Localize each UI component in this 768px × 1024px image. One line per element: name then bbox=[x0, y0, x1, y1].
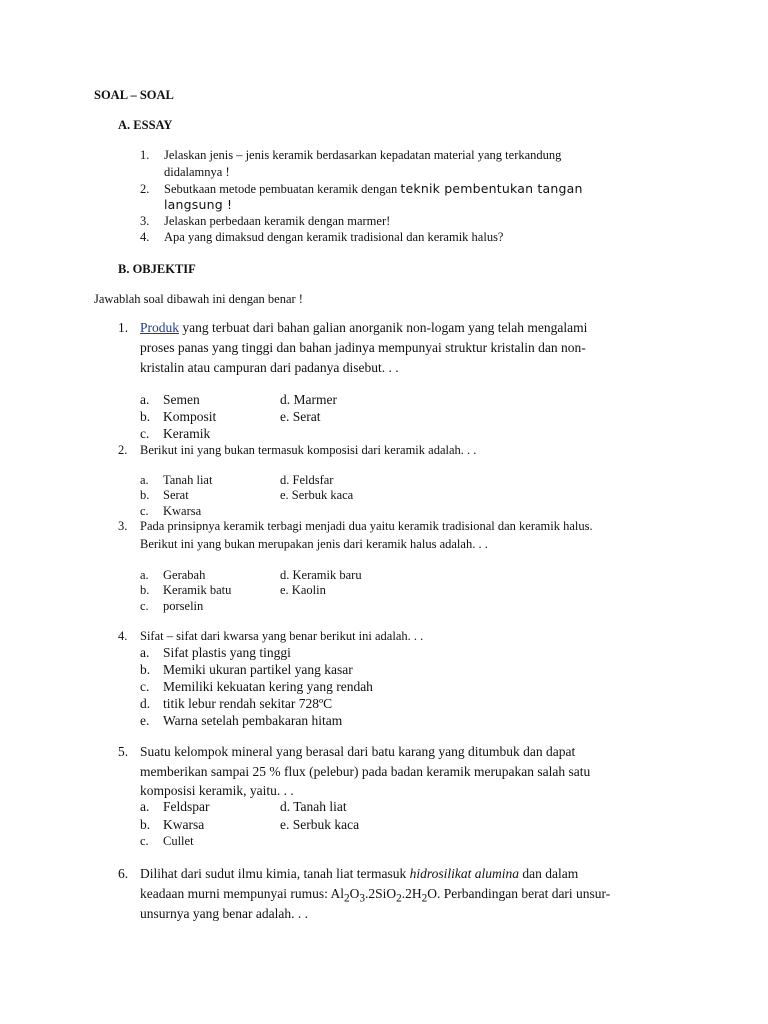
obj-q6-sub-h: 2 bbox=[421, 892, 428, 905]
obj-q6-line2 bbox=[140, 886, 610, 905]
obj-q6-mid: .2SiO bbox=[364, 886, 397, 901]
obj-q3-opt-a: Gerabah bbox=[163, 568, 206, 582]
obj-q6-line2-end: O. Perbandingan berat dari unsur- bbox=[427, 886, 611, 901]
obj-q4-opt-b: Memiki ukuran partikel yang kasar bbox=[163, 662, 353, 677]
essay-q2-line2: langsung ! bbox=[164, 197, 233, 212]
obj-q2-opt-c: Kwarsa bbox=[163, 504, 202, 518]
obj-q1-line3: kristalin atau campuran dari padanya disebut. . . bbox=[140, 360, 399, 375]
obj-q1-letter-b: b. bbox=[140, 409, 151, 424]
obj-q6-o: O bbox=[349, 886, 360, 901]
obj-q3-opt-c: porselin bbox=[163, 599, 204, 613]
obj-q2-text: Berikut ini yang bukan termasuk komposisi dari keramik adalah. . . bbox=[140, 443, 477, 457]
objektif-instruction: Jawablah soal dibawah ini dengan benar ! bbox=[94, 292, 303, 306]
obj-q1-opt-c: Keramik bbox=[163, 426, 211, 441]
essay-q4-text: Apa yang dimaksud dengan keramik tradisional dan keramik halus? bbox=[164, 230, 504, 244]
obj-q5-opt-d: d. Tanah liat bbox=[280, 799, 347, 814]
obj-q3-opt-d: d. Keramik baru bbox=[280, 568, 362, 582]
obj-q2-opt-a: Tanah liat bbox=[163, 473, 213, 487]
essay-q4-num: 4. bbox=[140, 230, 150, 244]
obj-q5-opt-a: Feldspar bbox=[163, 799, 210, 814]
obj-q1-opt-d: d. Marmer bbox=[280, 392, 337, 407]
essay-q1-line1: Jelaskan jenis – jenis keramik berdasarkan kepadatan material yang terkandung bbox=[164, 148, 562, 162]
obj-q5-opt-c: Cullet bbox=[163, 834, 194, 848]
obj-q2-letter-c: c. bbox=[140, 504, 149, 518]
obj-q6-sub-sio: 2 bbox=[396, 892, 402, 905]
objektif-title: B. OBJEKTIF bbox=[118, 262, 196, 276]
obj-q1-line2: proses panas yang tinggi dan bahan jadinya mempunyai struktur kristalin dan non- bbox=[140, 340, 586, 355]
obj-q3-opt-b: Keramik batu bbox=[163, 583, 232, 597]
produk-link[interactable]: Produk bbox=[140, 320, 180, 335]
obj-q5-line2: memberikan sampai 25 % flux (pelebur) pada badan keramik merupakan salah satu bbox=[140, 764, 591, 779]
obj-q2-opt-e: e. Serbuk kaca bbox=[280, 488, 354, 502]
obj-q3-opt-e: e. Kaolin bbox=[280, 583, 326, 597]
obj-q1-line1 bbox=[140, 320, 587, 336]
obj-q3-line1: Pada prinsipnya keramik terbagi menjadi dua yaitu keramik tradisional dan keramik halus. bbox=[140, 519, 593, 533]
obj-q2-opt-b: Serat bbox=[163, 488, 189, 502]
obj-q5-line3: komposisi keramik, yaitu. . . bbox=[140, 783, 294, 798]
obj-q1-opt-b: Komposit bbox=[163, 409, 217, 424]
page-heading: SOAL – SOAL bbox=[94, 88, 174, 102]
essay-q1-line2: didalamnya ! bbox=[164, 165, 230, 179]
essay-q3-text: Jelaskan perbedaan keramik dengan marmer! bbox=[164, 214, 391, 228]
obj-q4-opt-e: Warna setelah pembakaran hitam bbox=[163, 713, 343, 728]
obj-q5-letter-c: c. bbox=[140, 834, 149, 848]
obj-q3-letter-c: c. bbox=[140, 599, 149, 613]
obj-q1-opt-e: e. Serat bbox=[280, 409, 321, 424]
obj-q5-num: 5. bbox=[118, 744, 129, 759]
obj-q5-opt-e: e. Serbuk kaca bbox=[280, 817, 360, 832]
obj-q1-line1-rest: yang terbuat dari bahan galian anorganik non-logam yang telah mengalami bbox=[179, 320, 588, 335]
obj-q2-num: 2. bbox=[118, 443, 128, 457]
obj-q4-letter-b: b. bbox=[140, 662, 151, 677]
obj-q6-h: .2H bbox=[401, 886, 422, 901]
obj-q4-opt-a: Sifat plastis yang tinggi bbox=[163, 645, 291, 660]
essay-q2-line1 bbox=[164, 180, 583, 198]
obj-q4-num: 4. bbox=[118, 629, 128, 643]
obj-q3-line2: Berikut ini yang bukan merupakan jenis dari keramik halus adalah. . . bbox=[140, 537, 488, 551]
essay-q2-text-b: teknik pembentukan tangan bbox=[400, 181, 583, 196]
obj-q5-letter-b: b. bbox=[140, 817, 151, 832]
obj-q5-opt-b: Kwarsa bbox=[163, 817, 205, 832]
obj-q4-letter-c: c. bbox=[140, 679, 150, 694]
obj-q4-letter-d: d. bbox=[140, 696, 151, 711]
obj-q3-letter-a: a. bbox=[140, 568, 149, 582]
obj-q3-num: 3. bbox=[118, 519, 128, 533]
obj-q4-letter-a: a. bbox=[140, 645, 150, 660]
obj-q2-letter-a: a. bbox=[140, 473, 149, 487]
obj-q4-opt-c: Memiliki kekuatan kering yang rendah bbox=[163, 679, 373, 694]
obj-q3-letter-b: b. bbox=[140, 583, 150, 597]
obj-q6-sub-o: 3 bbox=[359, 892, 365, 905]
obj-q4-opt-d: titik lebur rendah sekitar 728ºC bbox=[163, 696, 333, 711]
essay-title: A. ESSAY bbox=[118, 118, 173, 132]
obj-q2-opt-d: d. Feldsfar bbox=[280, 473, 334, 487]
obj-q1-letter-a: a. bbox=[140, 392, 150, 407]
obj-q6-line1-a: Dilihat dari sudut ilmu kimia, tanah liat termasuk bbox=[140, 866, 410, 881]
obj-q1-num: 1. bbox=[118, 320, 129, 335]
obj-q4-text: Sifat – sifat dari kwarsa yang benar berikut ini adalah. . . bbox=[140, 629, 424, 643]
obj-q4-letter-e: e. bbox=[140, 713, 150, 728]
obj-q6-line1-italic: hidrosilikat alumina bbox=[409, 866, 519, 881]
essay-q2-num: 2. bbox=[140, 182, 150, 196]
essay-q3-num: 3. bbox=[140, 214, 150, 228]
obj-q6-line3: unsurnya yang benar adalah. . . bbox=[140, 906, 308, 921]
obj-q5-line1: Suatu kelompok mineral yang berasal dari batu karang yang ditumbuk dan dapat bbox=[140, 744, 576, 759]
obj-q6-sub-al: 2 bbox=[343, 892, 350, 905]
obj-q6-line1 bbox=[140, 866, 578, 882]
obj-q5-letter-a: a. bbox=[140, 799, 150, 814]
obj-q2-letter-b: b. bbox=[140, 488, 150, 502]
obj-q1-opt-a: Semen bbox=[163, 392, 200, 407]
obj-q6-line1-b: dan dalam bbox=[518, 866, 579, 881]
obj-q6-line2-a: keadaan murni mempunyai rumus: Al bbox=[140, 886, 344, 901]
obj-q6-num: 6. bbox=[118, 866, 129, 881]
essay-q2-text-a: Sebutkaan metode pembuatan keramik dengan bbox=[164, 182, 401, 196]
obj-q1-letter-c: c. bbox=[140, 426, 150, 441]
essay-q1-num: 1. bbox=[140, 148, 150, 162]
